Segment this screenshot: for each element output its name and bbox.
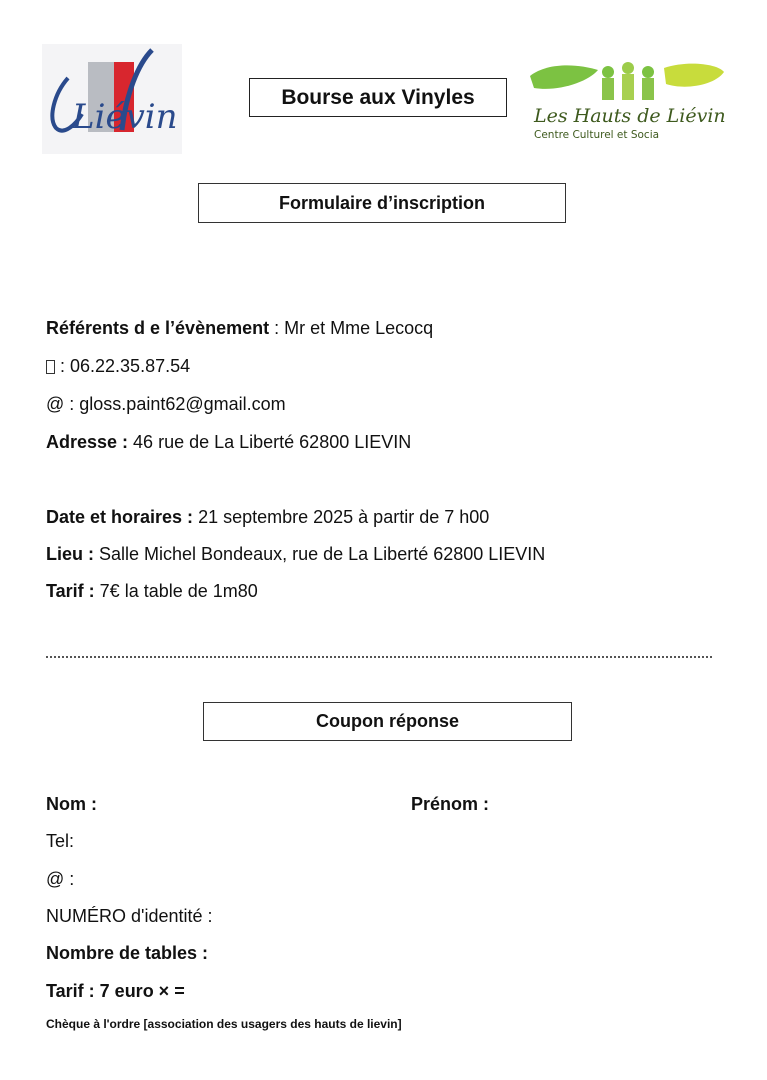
referents-value: : Mr et Mme Lecocq	[269, 318, 434, 338]
hauts-de-lievin-logo	[528, 58, 728, 144]
date-line	[46, 507, 489, 528]
referents-line	[46, 318, 433, 339]
phone-value: : 06.22.35.87.54	[55, 356, 191, 376]
price-value: 7€ la table de 1m80	[94, 581, 258, 601]
phone-icon	[46, 360, 55, 374]
coupon-tarif-label: Tarif : 7 euro × =	[46, 981, 185, 1001]
form-title: Formulaire d’inscription	[198, 183, 566, 223]
cut-line-divider	[46, 656, 712, 658]
lievin-logo-text: Liévin	[72, 97, 178, 137]
coupon-cheque-note: Chèque à l'ordre [association des usagers des hauts de lievin]	[46, 1017, 402, 1031]
hauts-logo-text: Les Hauts de Liévin	[534, 105, 726, 127]
price-line	[46, 581, 258, 602]
lievin-logo	[42, 44, 182, 154]
email-label: @	[46, 394, 65, 414]
address-value: 46 rue de La Liberté 62800 LIEVIN	[128, 432, 412, 452]
phone-line	[46, 356, 190, 377]
date-label: Date et horaires :	[46, 507, 194, 527]
place-label: Lieu :	[46, 544, 94, 564]
address-line	[46, 432, 411, 453]
coupon-email-label: @ :	[46, 869, 75, 889]
address-label: Adresse :	[46, 432, 129, 452]
event-title: Bourse aux Vinyles	[249, 78, 507, 117]
hauts-logo-subtitle: Centre Culturel et Socia	[534, 129, 660, 141]
coupon-prenom-label: Prénom :	[411, 794, 490, 814]
coupon-tables-label: Nombre de tables :	[46, 943, 209, 963]
place-line	[46, 544, 545, 565]
referents-label: Référents d e l’évènement	[46, 318, 270, 338]
email-value: : gloss.paint62@gmail.com	[64, 394, 286, 414]
email-line	[46, 394, 286, 415]
coupon-tel-label: Tel:	[46, 831, 75, 851]
date-value: 21 septembre 2025 à partir de 7 h00	[193, 507, 490, 527]
place-value: Salle Michel Bondeaux, rue de La Liberté 62800 LIEVIN	[94, 544, 546, 564]
price-label: Tarif :	[46, 581, 95, 601]
coupon-nom-label: Nom :	[46, 794, 97, 814]
coupon-title: Coupon réponse	[203, 702, 572, 741]
coupon-id-label: NUMÉRO d'identité :	[46, 906, 213, 926]
